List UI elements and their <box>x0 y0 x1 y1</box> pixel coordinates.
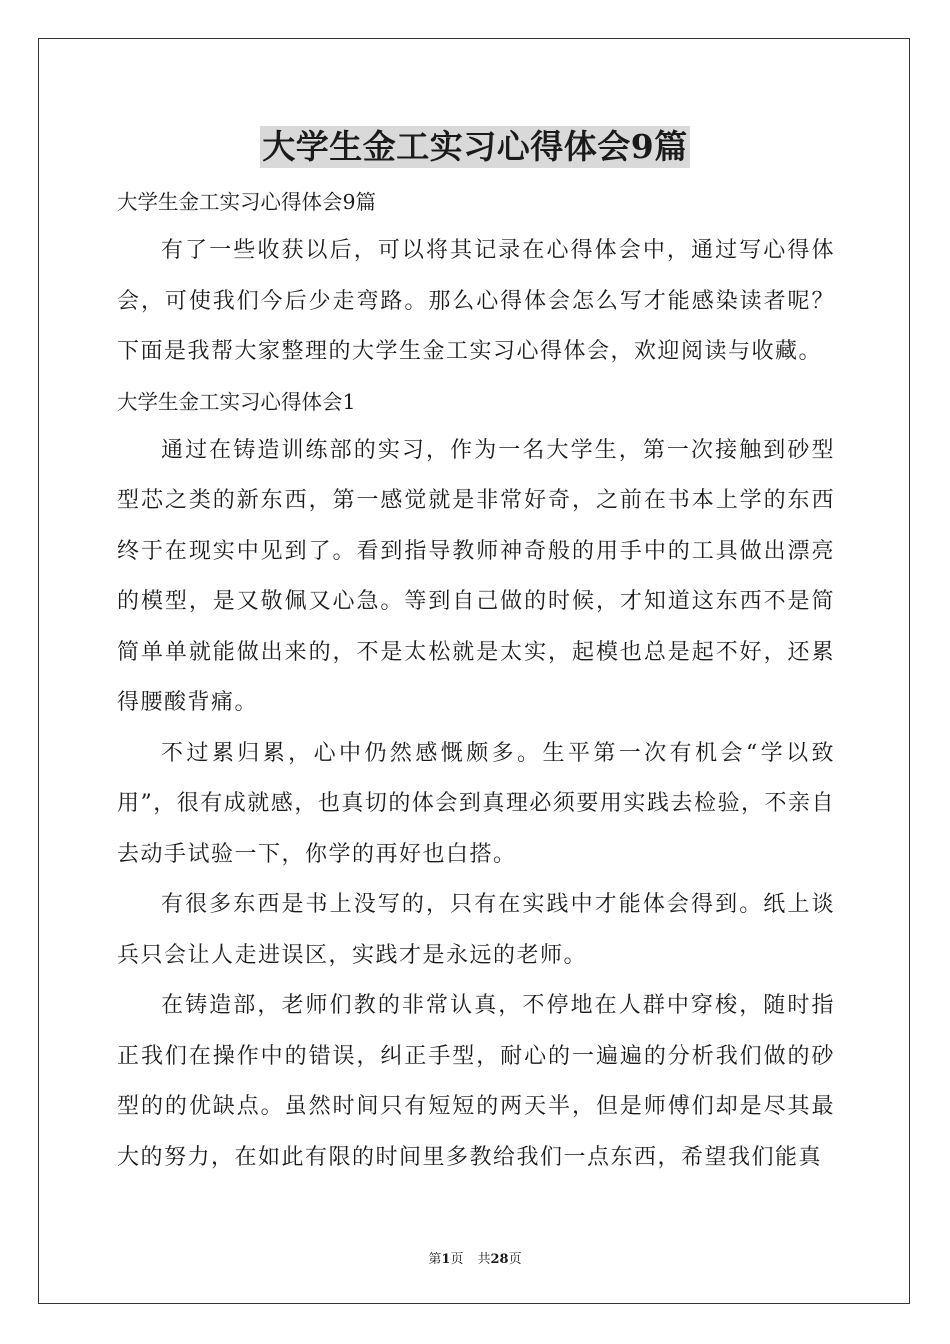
body-paragraph: 不过累归累，心中仍然感慨颇多。生平第一次有机会“学以致用”，很有成就感，也真切的体会到真理必须要用实践去检验，不亲自去动手试验一下，你学的再好也白搭。 <box>117 740 835 867</box>
page-label-suffix: 页 <box>450 1252 464 1267</box>
intro-paragraph: 有了一些收获以后，可以将其记录在心得体会中，通过写心得体会，可使我们今后少走弯路。那么心得体会怎么写才能感染读者呢？下面是我帮大家整理的大学生金工实习心得体会，欢迎阅读与收藏。 <box>117 238 835 364</box>
page-footer <box>0 1248 950 1267</box>
body-paragraph: 在铸造部，老师们教的非常认真，不停地在人群中穿梭，随时指正我们在操作中的错误，纠正手型，耐心的一遍遍的分析我们做的砂型的的优缺点。虽然时间只有短短的两天半，但是师傅们却是尽其最大的努力，在如此有限的时间里多教给我们一点东西，希望我们能真 <box>117 993 835 1170</box>
total-label-prefix: 共 <box>477 1252 491 1267</box>
section-heading: 大学生金工实习心得体会1 <box>117 389 356 414</box>
page-number: 1 <box>441 1252 451 1267</box>
total-pages: 28 <box>490 1252 509 1267</box>
document-subtitle: 大学生金工实习心得体会9篇 <box>117 190 377 214</box>
body-paragraph: 有很多东西是书上没写的，只有在实践中才能体会得到。纸上谈兵只会让人走进误区，实践才是永远的老师。 <box>117 892 835 968</box>
body-paragraph: 通过在铸造训练部的实习，作为一名大学生，第一次接触到砂型型芯之类的新东西，第一感觉就是非常好奇，之前在书本上学的东西终于在现实中见到了。看到指导教师神奇般的用手中的工具做出漂亮的模型，是又敬佩又心急。等到自己做的时候，才知道这东西不是简简单单就能做出来的，不是太松就是太实，起模也总是起不好，还累得腰酸背痛。 <box>117 437 835 715</box>
total-label-suffix: 页 <box>508 1252 522 1267</box>
document-body <box>117 178 835 1183</box>
title-container <box>0 126 950 168</box>
page-label-prefix: 第 <box>428 1252 442 1267</box>
document-title: 大学生金工实习心得体会9篇 <box>262 127 688 166</box>
